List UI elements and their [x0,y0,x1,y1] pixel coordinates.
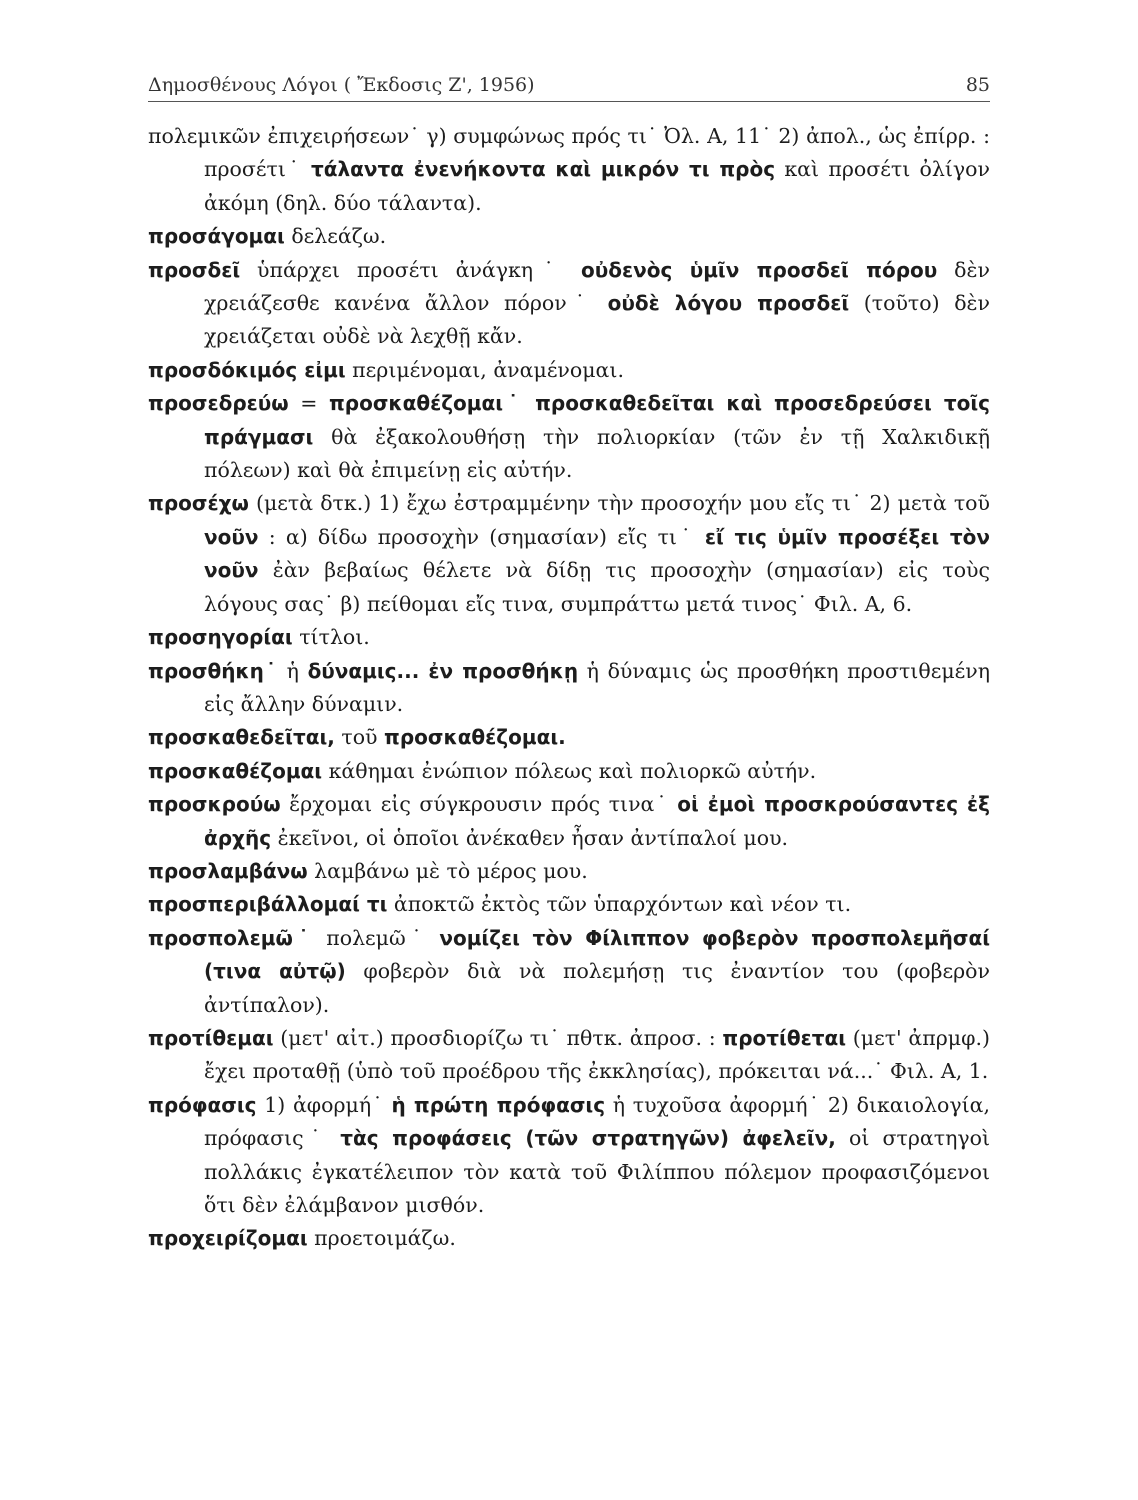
entry-text: ἐὰν βεβαίως θέλετε νὰ δίδῃ τις προσοχὴν (σημασίαν) εἰς τοὺς λόγους σας˙ β) πείθομαι εἴς τινα, συμπράττω μετά τινος˙ Φιλ. Α, 6. [204,558,990,616]
entry-head: προσπολεμῶ˙ [148,925,315,950]
entry-text: (μετ' ἀπρμφ.) ἔχει προταθῇ (ὑπὸ τοῦ προέδρου τῆς ἐκκλησίας), πρόκειται νά...˙ Φιλ. Α, 1. [204,1025,990,1084]
entry-head: προσπεριβάλλομαί τι [148,892,388,917]
entry-head: προσκρούω [148,792,281,817]
entry-text: δὲν χρειάζεσθε κανένα ἄλλον πόρον˙ [204,257,990,316]
entry-text: ὑπάρχει προσέτι ἀνάγκη˙ [240,257,582,282]
entry-text: ἡ [278,658,308,683]
entry-prosegoriai [148,621,990,654]
entry-text: ἔρχομαι εἰς σύγκρουσιν πρός τινα˙ [280,792,678,817]
entry-text: ἡ δύναμις ὡς προσθήκη προστιθεμένη εἰς ἄλλην δύναμιν. [204,658,991,716]
entry-text: πολεμικῶν ἐπιχειρήσεων˙ γ) συμφώνως πρός τι˙ Ὀλ. Α, 11˙ 2) ἀπολ., ὡς ἐπίρρ. : προσέτι˙ [148,124,990,182]
entry-text: 1) ἀφορμή˙ [256,1092,392,1117]
entry-text: περιμένομαι, ἀναμένομαι. [345,357,624,382]
entry-prosagomai [148,220,990,253]
entry-text: : α) δίδω προσοχὴν (σημασίαν) εἴς τι˙ [258,524,705,549]
entry-phrase: εἴ τις ὑμῖν προσέξει τὸν νοῦν [204,524,990,583]
entry-text: (μετ' αἰτ.) προσδιορίζω τι˙ πθτκ. ἀπροσ. : [273,1025,723,1050]
entry-phrase: προσκαθέζομαι. [384,725,566,750]
entry-text: καὶ προσέτι ὀλίγον ἀκόμη (δηλ. δύο τάλαντα). [204,157,990,215]
entry-prospolemo [148,922,990,1022]
entry-proskrouo [148,788,990,855]
entry-phrase: δύναμις... ἐν προσθήκῃ [307,658,579,683]
entry-head: προσάγομαι [148,224,285,249]
entry-phrase: οἱ ἐμοὶ προσκρούσαντες ἐξ ἀρχῆς [204,792,991,850]
entry-text: τίτλοι. [292,625,370,650]
entry-prosdei [148,254,990,354]
entry-text: = [288,391,329,416]
entry-head: προτίθεμαι [148,1025,274,1050]
entry-prosthiki [148,655,990,722]
header-title: Δημοσθένους Λόγοι ( Ἔκδοσις Ζ', 1956) [148,74,535,96]
entry-head: προσδόκιμός εἰμι [148,357,346,382]
page-number: 85 [965,74,990,96]
entry-phrase: νομίζει τὸν Φίλιππον φοβερὸν προσπολεμῆσαί (τινα αὐτῷ) [204,925,990,984]
entry-prosdokimos [148,354,990,387]
entry-phrase: τὰς προφάσεις (τῶν στρατηγῶν) ἀφελεῖν, [340,1126,836,1151]
entry-text: λαμβάνω μὲ τὸ μέρος μου. [307,858,588,883]
entry-head: προσεδρεύω [148,391,289,416]
entry-phrase: οὐδενὸς ὑμῖν προσδεῖ πόρου [581,257,938,282]
entry-phrase: προσκαθέζομαι˙ προσκαθεδεῖται καὶ προσεδρεύσει τοῖς πράγμασι [204,391,990,449]
entry-proskathezomai [148,755,990,788]
entry-phrase: προτίθεται [722,1025,847,1050]
entry-phrase: τάλαντα ἐνενήκοντα καὶ μικρόν τι πρὸς [311,157,776,182]
entry-phrase: νοῦν [204,524,259,549]
entry-head: προσκαθεδεῖται, [148,725,335,750]
entry-phrase: οὐδὲ λόγου προσδεῖ [607,291,850,316]
entry-proslamvano [148,855,990,888]
entry-procheirizomai [148,1222,990,1255]
entry-text: ἡ τυχοῦσα ἀφορμή˙ 2) δικαιολογία, πρόφασις˙ [204,1092,991,1151]
entry-prosedreuo [148,387,990,487]
entry-text: προετοιμάζω. [307,1226,456,1251]
entry-text: φοβερὸν διὰ νὰ πολεμήσῃ τις ἐναντίον του (φοβερὸν ἀντίπαλον). [204,959,990,1017]
entry-phrase: ἡ πρώτη πρόφασις [391,1092,606,1117]
entry-text: ἀποκτῶ ἐκτὸς τῶν ὑπαρχόντων καὶ νέον τι. [387,892,852,917]
entry-text: οἱ στρατηγοὶ πολλάκις ἐγκατέλειπον τὸν κατὰ τοῦ Φιλίππου πόλεμον προφασιζόμενοι ὅτι δὲν ἐλάμβανον μισθόν. [204,1126,990,1217]
entry-text: δελεάζω. [284,224,387,249]
entry-text: τοῦ [334,725,385,750]
entry-head: προσλαμβάνω [148,858,308,883]
entry-text: (τοῦτο) δὲν χρειάζεται οὐδὲ νὰ λεχθῇ κἄν. [204,291,990,349]
entry-text: κάθημαι ἐνώπιον πόλεως καὶ πολιορκῶ αὐτήν. [322,758,817,783]
entry-head: προσηγορίαι [148,625,293,650]
entry-head: προχειρίζομαι [148,1226,308,1251]
entry-list [148,120,990,1256]
entry-continuation [148,120,990,220]
entry-proskathedeitai [148,721,990,754]
entry-text: πολεμῶ˙ [314,925,440,950]
entry-head: πρόφασις [148,1092,257,1117]
header-rule [148,101,990,102]
entry-head: προσδεῖ [148,257,241,282]
entry-head: προσκαθέζομαι [148,758,323,783]
entry-protithemai [148,1022,990,1089]
entry-head: προσέχω [148,491,249,516]
entry-text: (μετὰ δτκ.) 1) ἔχω ἐστραμμένην τὴν προσοχήν μου εἴς τι˙ 2) μετὰ τοῦ [248,491,990,516]
entry-prosperivallomai [148,888,990,921]
entry-head: προσθήκη˙ [148,658,279,683]
entry-prophasis [148,1089,990,1223]
entry-prosecho [148,487,990,621]
entry-text: θὰ ἐξακολουθήσῃ τὴν πολιορκίαν (τῶν ἐν τῇ Χαλκιδικῇ πόλεων) καὶ θὰ ἐπιμείνῃ εἰς αὐτήν. [204,424,990,483]
entry-text: ἐκεῖνοι, οἱ ὁποῖοι ἀνέκαθεν ἦσαν ἀντίπαλοί μου. [271,825,789,850]
running-header [148,70,990,104]
